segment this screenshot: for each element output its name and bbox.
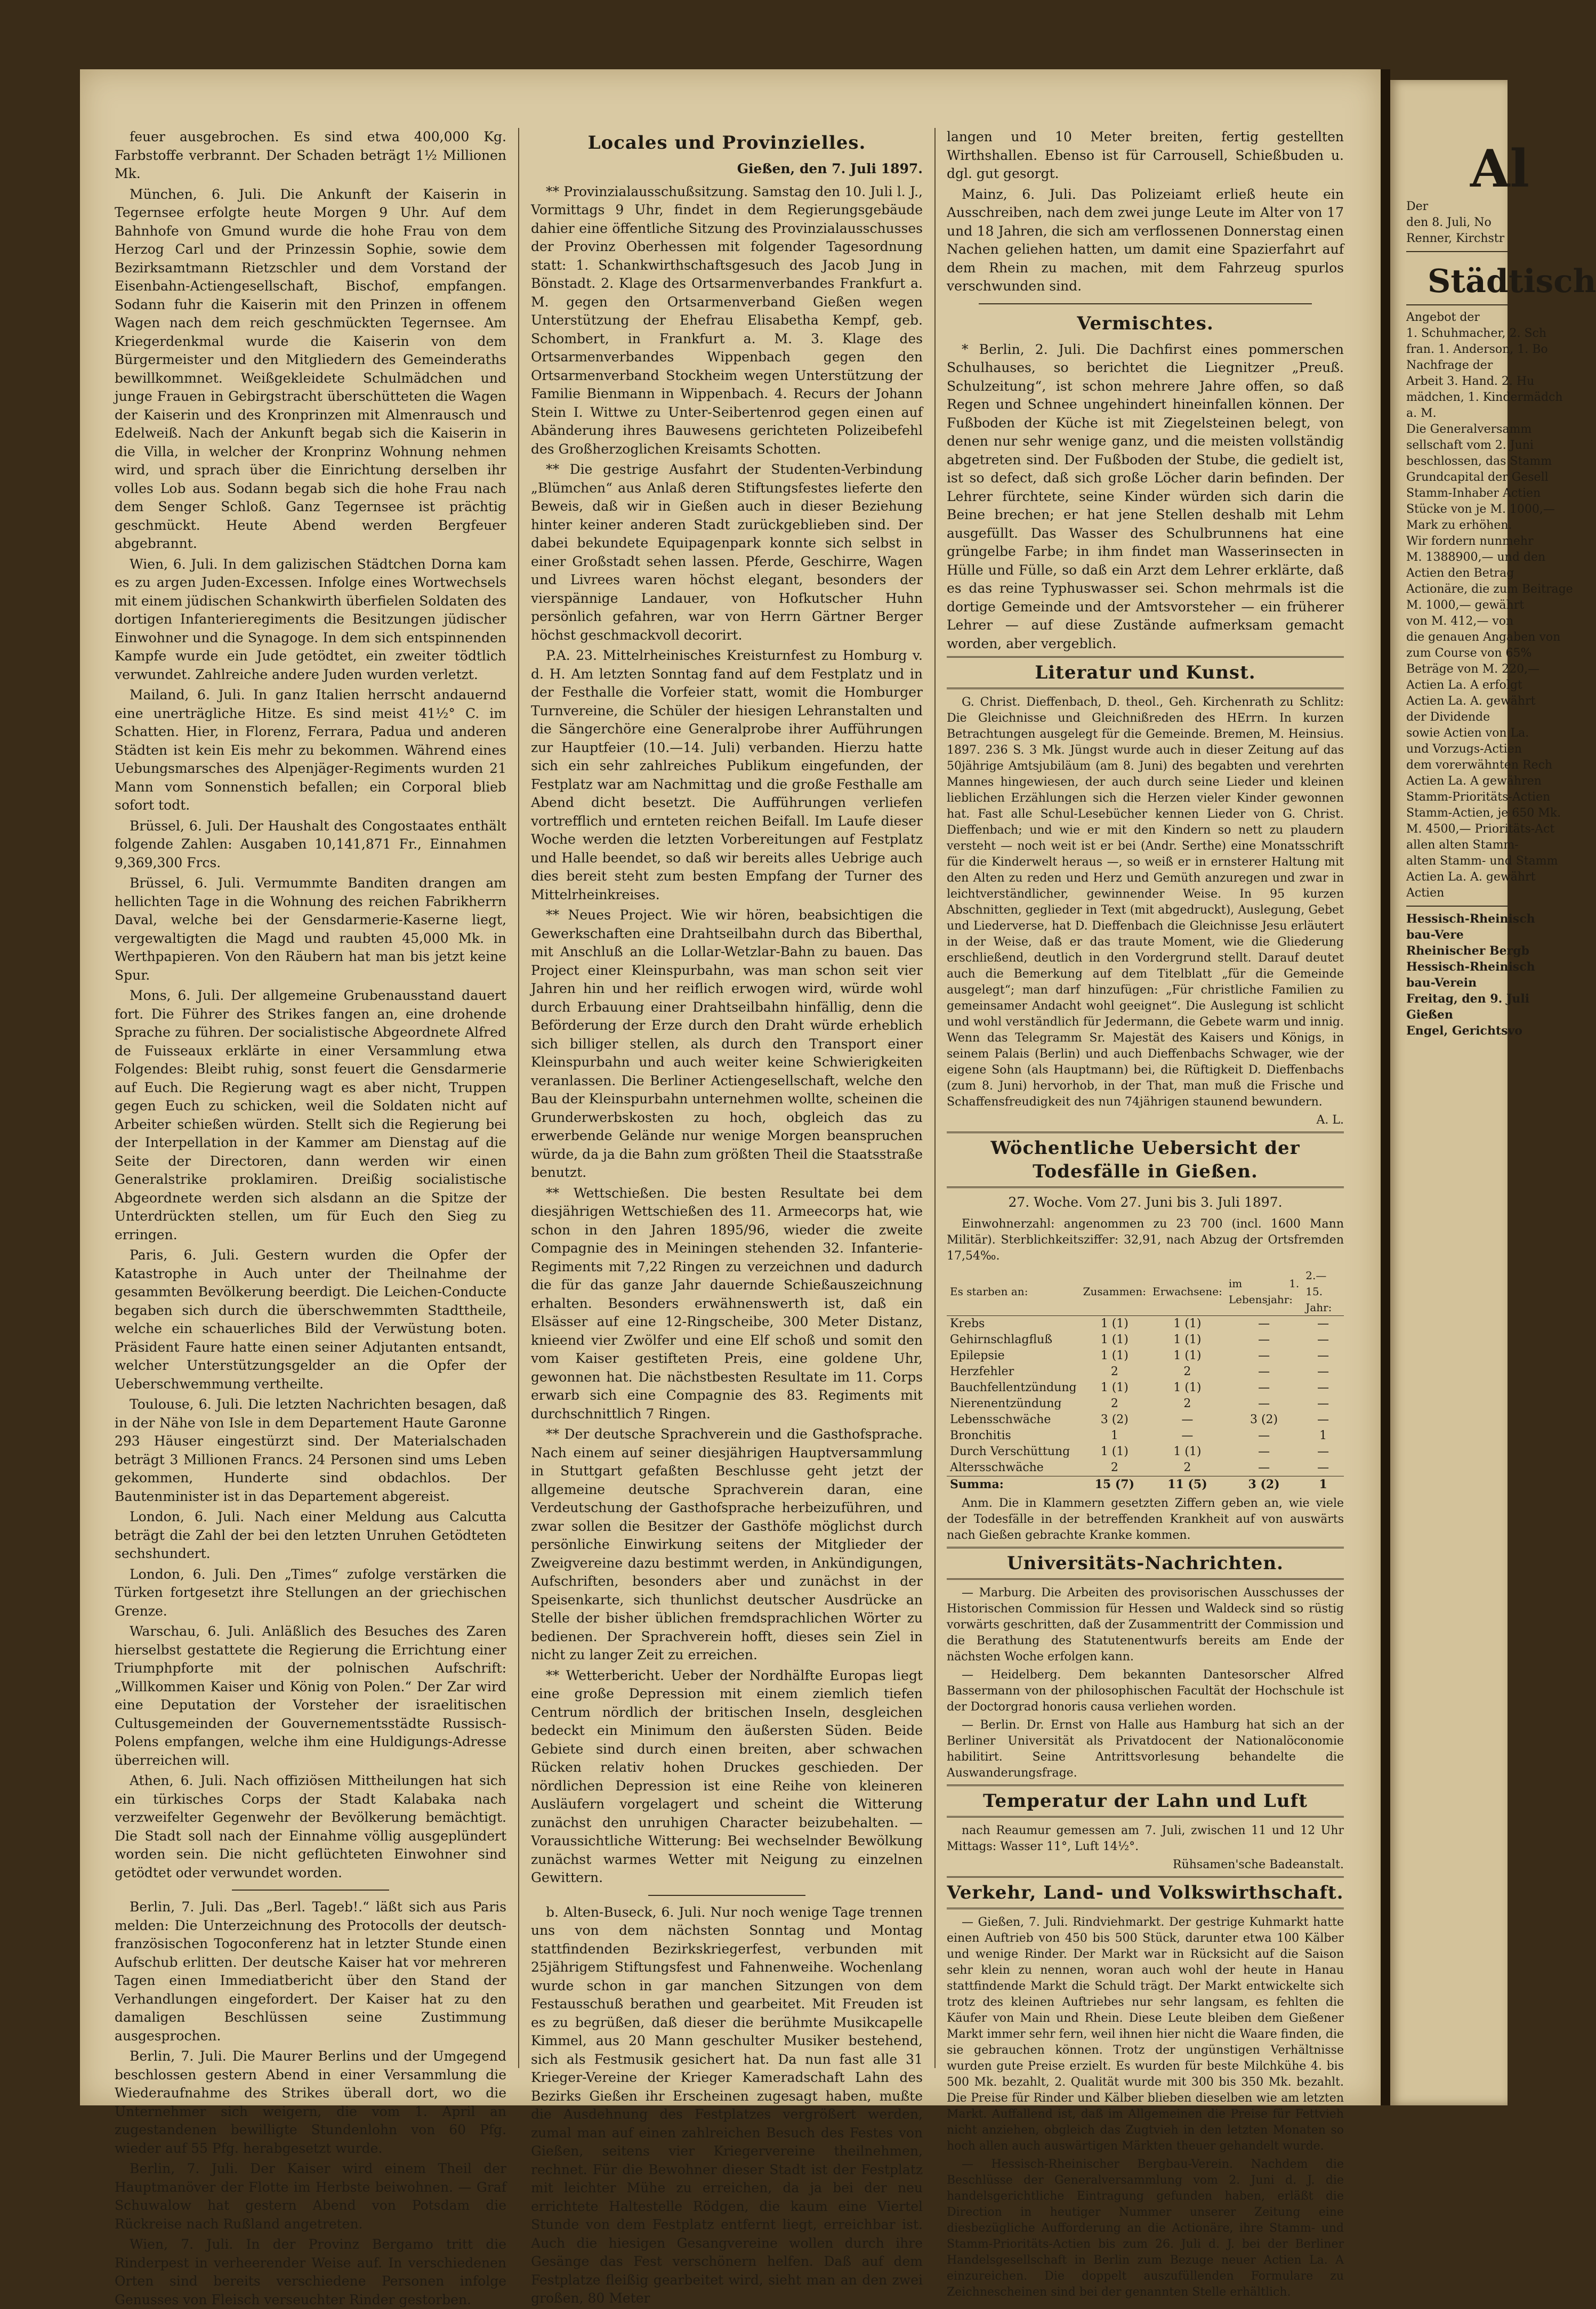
count-cell: — bbox=[1258, 1317, 1270, 1330]
article-paragraph: Einwohnerzahl: angenommen zu 23 700 (incl. 1600 Mann Militär). Sterblichkeitsziffer: 32,91, nach Abzug der Ortsfremden 17,54‰. bbox=[947, 1217, 1344, 1263]
count-cell: 1 bbox=[1110, 1428, 1118, 1442]
table-row bbox=[947, 1412, 1344, 1428]
text-fragment: bau-Verein bbox=[1406, 976, 1477, 990]
adjacent-page bbox=[1390, 80, 1596, 2105]
count-cell: 3 (2) bbox=[1250, 1412, 1278, 1426]
column-rule bbox=[518, 128, 519, 2068]
article-paragraph: ** Wetterbericht. Ueber der Nordhälfte Europas liegt eine große Depression mit einem ziemlich tiefen Centrum nördlich der britischen Inseln, desgleichen bedeckt ein Minimum den äußersten Süden. Beide Gebiete sind durch einen breiten, aber schwachen Rücken relativ hohen Druckes geschieden. Der nördlichen Depression ist eine Reihe von kleineren Ausläufern vorgelagert und scheint die Witterung zunächst den unruhigen Character beizubehalten. — Voraussichtliche Witterung: Bei wechselnder Bewölkung zunächst warmes Wetter mit Neigung zu einzelnen Gewittern. bbox=[531, 1667, 923, 1885]
sum-cell: 1 bbox=[1302, 1476, 1344, 1492]
signature: Rühsamen'sche Badeanstalt. bbox=[1173, 1858, 1344, 1871]
count-cell: — bbox=[1317, 1317, 1329, 1330]
table-row bbox=[947, 1348, 1344, 1364]
text-fragment: Renner, Kirchstr bbox=[1406, 232, 1505, 245]
text-fragment: Der bbox=[1406, 200, 1429, 213]
text-fragment: Actien La. A erfolgt bbox=[1406, 679, 1522, 692]
text-fragment: sowie Actien von La. bbox=[1406, 726, 1529, 740]
text-fragment: Hessisch-Rheinisch bbox=[1406, 960, 1535, 974]
article-paragraph: feuer ausgebrochen. Es sind etwa 400,000 Kg. Farbstoffe verbrannt. Der Schaden beträgt 1½ Millionen Mk. bbox=[115, 129, 506, 181]
masthead-fragment: Al bbox=[1470, 139, 1529, 199]
text-fragment: zum Course von 65% bbox=[1406, 647, 1532, 660]
count-cell: 1 (1) bbox=[1100, 1444, 1129, 1458]
article-paragraph: Berlin, 7. Juli. Die Maurer Berlins und der Umgegend beschlossen gestern Abend in einer Versammlung die Wiederaufnahme des Strikes überall dort, wo die Unternehmer sich weigern, die vom 1. April an zugestandenen bewilligte Stundenlohn von 60 Pfg. wieder auf 55 Pfg. herabgesetzt wurde. bbox=[115, 2048, 506, 2156]
table-row bbox=[947, 1428, 1344, 1444]
subheadline: 27. Woche. Vom 27. Juni bis 3. Juli 1897. bbox=[1008, 1194, 1283, 1210]
article-paragraph: — Gießen, 7. Juli. Rindviehmarkt. Der gestrige Kuhmarkt hatte einen Auftrieb von 450 bis 500 Stück, darunter etwa 100 Kälber und wenige Rinder. Der Markt war in Rücksicht auf die Saison sehr klein zu nennen, woran auch wohl der heute in Hanau stattfindende Markt die Schuld trägt. Der Markt entwickelte sich trotz des kleinen Auftriebes nur sehr langsam, es fehlten die Käufer von Main und Rhein. Diese Leute bleiben dem Gießener Markt immer sehr fern, weil ihnen hier nicht die Waare finden, die sie gebrauchen können. Trotz der ungünstigen Verhältnisse wurden gute Preise erzielt. Es wurden für beste Milchkühe 4. bis 500 Mk. bezahlt, 2. Qualität wurde mit 300 bis 350 Mk. bezahlt. Die Preise für Rinder und Kälber blieben dieselben wie am letzten Markt. Auffallend ist, daß im Allgemeinen die Preise für Fettvieh nicht anziehen, obgleich das Zugtvieh in den letzten Monaten so hoch allen auch auswärtigen Märkten theuer gehandelt wurde. bbox=[947, 1915, 1344, 2153]
article-paragraph: P.A. 23. Mittelrheinisches Kreisturnfest zu Homburg v. d. H. Am letzten Sonntag fand auf dem Festplatz und in der Festhalle die Vorfeier statt, womit die Homburger Turnvereine, die Schüler der hiesigen Lehranstalten und die Sängerchöre eine Generalprobe ihrer Aufführungen zur Hauptfeier (10.—14. Juli) verbanden. Hierzu hatte sich ein sehr zahlreiches Publikum eingefunden, der Festplatz war am Nachmittag und die große Festhalle am Abend dicht besetzt. Die Aufführungen verliefen vortrefflich und ernteten reichen Beifall. Im Laufe dieser Woche werden die letzten Vorbereitungen auf Festplatz und Halle beendet, so daß wir bereits alles Uebrige auch dies bereit steht zum besten Empfang der Turner des Mittelrheinkreises. bbox=[531, 648, 923, 902]
count-cell: 2 bbox=[1183, 1365, 1191, 1378]
count-cell: — bbox=[1258, 1365, 1270, 1378]
text-fragment: Die Generalversamm bbox=[1406, 423, 1532, 436]
sum-cell: 3 (2) bbox=[1226, 1476, 1302, 1492]
sum-label: Summa: bbox=[947, 1476, 1080, 1492]
text-fragment: M. 1000,— gewährt bbox=[1406, 599, 1525, 612]
article-paragraph: — Heidelberg. Dem bekannten Dantesorscher Alfred Bassermann von der philosophischen Facultät der Hochschule ist der Doctorgrad honoris causa verliehen worden. bbox=[947, 1668, 1344, 1714]
section-headline: Vermischtes. bbox=[1077, 312, 1214, 334]
article-paragraph: München, 6. Juli. Die Ankunft der Kaiserin in Tegernsee erfolgte heute Morgen 9 Uhr. Auf dem Bahnhofe von Gmund wurde die hohe Frau von dem Herzog Carl und der Prinzessin Sophie, sowie dem Bezirksamtmann Rietzschler und dem Vorstand der Eisenbahn-Actiengesellschaft, Bischof, empfangen. Sodann fuhr die Kaiserin mit den Prinzen in offenem Wagen nach dem reich geschmückten Tegernsee. Am Kriegerdenkmal wurde die Kaiserin von dem Bürgermeister und den Mitgliedern des Gemeinderaths bewillkommnet. Weißgekleidete Schulmädchen und junge Frauen in Gebirgstracht überschütteten die Wagen der Kaiserin und des Kronprinzen mit Almenrausch und Edelweiß. Nach der Ankunft begab sich die Kaiserin in die Villa, in welcher der Kronprinz Wohnung nehmen wird, und sprach über die Einrichtung derselben ihr volles Lob aus. Sodann begab sich die hohe Frau nach dem Senger Schloß. Ganz Tegernsee ist prächtig geschmückt. Heute Abend werden Bergfeuer abgebrannt. bbox=[115, 186, 506, 551]
text-fragment: fran. 1. Anderson, 1. Bo bbox=[1406, 343, 1548, 356]
cause-cell: Bauchfellentzündung bbox=[950, 1380, 1077, 1394]
count-cell: 2 bbox=[1183, 1396, 1191, 1410]
count-cell: — bbox=[1317, 1333, 1329, 1346]
table-row bbox=[947, 1332, 1344, 1348]
cause-cell: Epilepsie bbox=[950, 1349, 1005, 1362]
column-header: 2.—15. Jahr: bbox=[1302, 1267, 1344, 1316]
article-paragraph: Paris, 6. Juli. Gestern wurden die Opfer der Katastrophe in Auch unter der Theilnahme der gesammten Bevölkerung beerdigt. Die Leichen-Conducte begaben sich durch die überschwemmten Stadttheile, welche ein schauerliches Bild der Verwüstung boten. Präsident Faure hatte einen seiner Adjutanten entsandt, welcher Unterstützungsgelder an die Opfer der Ueberschwemmung vertheilte. bbox=[115, 1247, 506, 1392]
section-headline: Temperatur der Lahn und Luft bbox=[947, 1785, 1344, 1818]
section-headline: Verkehr, Land- und Volkswirthschaft. bbox=[947, 1876, 1344, 1909]
article-paragraph: London, 6. Juli. Den „Times“ zufolge verstärken die Türken fortgesetzt ihre Stellungen an der griechischen Grenze. bbox=[115, 1566, 506, 1619]
sum-cell: 11 (5) bbox=[1149, 1476, 1226, 1492]
text-fragment: Nachfrage der bbox=[1406, 359, 1493, 372]
article-paragraph: — Marburg. Die Arbeiten des provisorischen Ausschusses der Historischen Commission für Hessen und Waldeck sind so rüstig vorwärts geschritten, daß der Zusammentritt der Commission und die Berathung des Statutenentwurfs bereits am Ende der nächsten Woche erfolgen kann. bbox=[947, 1586, 1344, 1664]
text-fragment: dem vorerwähnten Rech bbox=[1406, 758, 1553, 772]
text-fragment: Actien La. A. gewährt bbox=[1406, 695, 1536, 708]
article-paragraph: Berlin, 7. Juli. Das „Berl. Tageb!.“ läßt sich aus Paris melden: Die Unterzeichnung des Protocolls der deutsch-französischen Togoconferenz hat in letzter Stunde einen Aufschub erlitten. Der deutsche Kaiser hat vor mehreren Tagen einen Immediatbericht über den Stand der Verhandlungen eingefordert. Der Kaiser hat zu den damaligen Beschlüssen seine Zustimmung ausgesprochen. bbox=[115, 1899, 506, 2044]
article-paragraph: * Berlin, 2. Juli. Die Dachfirst eines pommerschen Schulhauses, so berichtet die Liegnitzer „Preuß. Schulzeitung“, ist schon mehrere Jahre offen, so daß Regen und Schnee ungehindert hineinfallen können. Der Fußboden der Küche ist mit Ziegelsteinen belegt, von denen nur sehr wenige ganz, und die meisten vollständig abgetreten sind. Der Fußboden der Stube, die gedielt ist, ist so defect, daß sich große Löcher darin befinden. Der Lehrer fürchtete, seine Kinder würden sich darin die Beine brechen; er hat jene Stellen deshalb mit Lehm ausgefüllt. Das Wasser des Schulbrunnens hat eine grüngelbe Farbe; in ihm findet man Wasserinsecten in Hülle und Fülle, so daß ein Arzt dem Lehrer erklärte, daß es das reine Typhuswasser sei. Schon mehrmals ist die dortige Gemeinde und der Amtsvorsteher — ein früherer Lehrer — auf diese Zustände aufmerksam gemacht worden, aber vergeblich. bbox=[947, 341, 1344, 651]
column-2 bbox=[531, 128, 923, 2306]
count-cell: 1 (1) bbox=[1173, 1444, 1202, 1458]
table-row bbox=[947, 1364, 1344, 1380]
article-paragraph: London, 6. Juli. Nach einer Meldung aus Calcutta beträgt die Zahl der bei den letzten Unruhen Getödteten sechshundert. bbox=[115, 1509, 506, 1561]
text-fragment: beschlossen, das Stamm bbox=[1406, 455, 1552, 468]
count-cell: — bbox=[1181, 1412, 1194, 1426]
count-cell: — bbox=[1258, 1396, 1270, 1410]
article-paragraph: Berlin, 7. Juli. Der Kaiser wird einem Theil der Hauptmanöver der Flotte im Herbste beiwohnen. — Graf Schuwalow hat gestern Abend von Potsdam die Rückreise nach Rußland angetreten. bbox=[115, 2161, 506, 2232]
section-headline: Literatur und Kunst. bbox=[947, 656, 1344, 689]
column-3 bbox=[947, 128, 1344, 2299]
page-fold bbox=[1381, 69, 1390, 2105]
count-cell: — bbox=[1258, 1444, 1270, 1458]
text-fragments bbox=[1390, 911, 1535, 1039]
article-paragraph: ** Der deutsche Sprachverein und die Gasthofsprache. Nach einem auf seiner diesjährigen Hauptversammlung in Stuttgart gefaßten Beschlusse geht jetzt der allgemeine deutsche Sprachverein daran, eine Verdeutschung der Gasthofsprache herbeizuführen, und zwar sollen die Besitzer der Gasthöfe möglichst durch persönliche Einwirkung seitens der Mitglieder der Zweigvereine dazu bestimmt werden, in Ankündigungen, Aufschriften, besonders aber und zunächst in der Speisenkarte, sich thunlichst deutscher Ausdrücke an Stelle der bisher üblichen fremdsprachlichen Wörter zu bedienen. Der Sprachverein hofft, dieses sein Ziel in nicht zu langer Zeit zu erreichen. bbox=[531, 1426, 923, 1662]
cause-cell: Durch Verschüttung bbox=[950, 1444, 1070, 1458]
section-divider bbox=[1406, 304, 1508, 305]
text-fragment: M. 1388900,— und den bbox=[1406, 551, 1546, 564]
text-fragment: Stamm-Inhaber Actien bbox=[1406, 487, 1541, 500]
cause-cell: Nierenentzündung bbox=[950, 1396, 1062, 1410]
article-paragraph: Mons, 6. Juli. Der allgemeine Grubenausstand dauert fort. Die Führer des Strikes fangen an, eine drohende Sprache zu führen. Der socialistische Abgeordnete Alfred de Fuisseaux erklärte in einer Versammlung etwa Folgendes: Bleibt ruhig, sonst feuert die Gensdarmerie auf Euch. Die Regierung wagt es aber nicht, Truppen gegen Euch zu schicken, weil die Soldaten nicht auf Arbeiter schießen würden. Stellt sich die Regierung bei der Interpellation in der Kammer am Dienstag auf die Seite der Directoren, dann werden wir einen Generalstrike proklamiren. Dreißig socialistische Abgeordnete werden sich alsdann an die Spitze der Unterdrückten stellen, um für Euch den Sieg zu erringen. bbox=[115, 988, 506, 1242]
count-cell: — bbox=[1258, 1349, 1270, 1362]
text-fragment: Stamm-Prioritäts-Actien bbox=[1406, 790, 1551, 804]
column-header: Erwachsene: bbox=[1149, 1267, 1226, 1316]
cause-cell: Gehirnschlagfluß bbox=[950, 1333, 1053, 1346]
section-divider bbox=[648, 1895, 805, 1896]
column-header: Es starben an: bbox=[947, 1267, 1080, 1316]
table-row bbox=[947, 1460, 1344, 1476]
section-divider bbox=[1406, 906, 1508, 907]
section-divider bbox=[232, 1890, 389, 1891]
count-cell: 1 (1) bbox=[1100, 1380, 1129, 1394]
text-fragment: und Vorzugs-Actien bbox=[1406, 742, 1522, 756]
text-fragment: von M. 412,— von bbox=[1406, 615, 1514, 628]
article-paragraph: ** Die gestrige Ausfahrt der Studenten-Verbindung „Blümchen“ aus Anlaß deren Stiftungsfestes lieferte den Beweis, daß wir in Gießen auch in dieser Beziehung hinter keiner anderen Stadt zurückgeblieben sind. Der dabei bekundete Equipagenpark konnte sich selbst in einer Großstadt sehen lassen. Pferde, Geschirre, Wagen und Livrees waren höchst elegant, besonders der vierspännige Landauer, von Hofkutscher Huhn persönlich gefahren, war von Herrn Gärtner Berger höchst geschmackvoll decorirt. bbox=[531, 462, 923, 643]
article-paragraph: b. Alten-Buseck, 6. Juli. Nur noch wenige Tage trennen uns von dem nächsten Sonntag und Montag stattfindenden Bezirkskriegerfest, verbunden mit 25jährigem Stiftungsfest und Fahnenweihe. Wochenlang wurde schon in gar manchen Sitzungen von dem Festausschuß berathen und gearbeitet. Mit Freuden ist es zu begrüßen, daß dieser die berühmte Musikcapelle Kimmel, aus 20 Mann geschulter Musiker bestehend, sich als Festmusik gesichert hat. Da nun fast alle 31 Krieger-Vereine der Krieger Kameradschaft Lahn des Bezirks Gießen ihr Erscheinen zugesagt haben, mußte die Ausdehnung des Festplatzes vergrößert werden, zumal man auf einen zahlreichen Besuch des Festes von Gießen, seitens vier Kriegervereine theilnehmen, rechnet. Für die Bewohner dieser Stadt ist der Festplatz mit leichter Mühe zu erreichen, da ja bei der neu errichtete Haltestelle Rödgen, die kaum eine Viertel Stunde von dem Festplatz entfernt liegt, erreichbar ist. Auch die hiesigen Gesangvereine wollen durch ihre Gesänge das Fest verschönern helfen. Daß auf dem Festplatze fleißig gearbeitet wird, sieht man an den zwei großen, 80 Meter bbox=[531, 1904, 923, 2306]
text-fragment: Wir fordern nunmehr bbox=[1406, 535, 1534, 548]
newspaper-page bbox=[80, 69, 1381, 2307]
count-cell: 2 bbox=[1110, 1396, 1118, 1410]
article-paragraph: — Berlin. Dr. Ernst von Halle aus Hamburg hat sich an der Berliner Universität als Privatdocent der Nationalöconomie habilitirt. Seine Antrittsvorlesung behandelte die Auswanderungsfrage. bbox=[947, 1718, 1344, 1780]
column-1 bbox=[115, 128, 506, 2307]
text-fragment: Actien La. A. gewährt bbox=[1406, 870, 1536, 884]
article-paragraph: Mainz, 6. Juli. Das Polizeiamt erließ heute ein Ausschreiben, nach dem zwei junge Leute im Alter von 17 und 18 Jahren, die sich am verflossenen Donnerstag einen Nachen geliehen hatten, um damit eine Spazierfahrt auf dem Rhein zu machen, mit dem Fahrzeug spurlos verschwunden sind. bbox=[947, 186, 1344, 294]
text-fragment: M. 4500,— Prioritäts-Act bbox=[1406, 822, 1555, 836]
table-row bbox=[947, 1380, 1344, 1396]
count-cell: — bbox=[1317, 1444, 1329, 1458]
count-cell: 2 bbox=[1110, 1460, 1118, 1474]
count-cell: — bbox=[1258, 1428, 1270, 1442]
article-paragraph: ** Neues Project. Wie wir hören, beabsichtigen die Gewerkschaften eine Drahtseilbahn durch das Biberthal, mit Anschluß an die Lollar-Wetzlar-Bahn zu bauen. Das Project einer Kleinspurbahn, was man schon seit vier Jahren hin und her reiflich erwogen wird, würde wohl durch Erbauung einer Drahtseilbahn hinfällig, denn die Beförderung der Erze durch den Draht würde erheblich sich billiger stellen, als durch den Transport einer Kleinspurbahn und auch weiter keine Schwierigkeiten veranlassen. Die Berliner Actiengesellschaft, welche den Bau der Kleinspurbahn unternehmen wollte, scheinen die Grunderwerbskosten zu hoch, obgleich das zu erwerbende Gelände nur wenige Morgen beanspruchen würde, da ja die Bahn zum größten Theil die Staatsstraße benutzt. bbox=[531, 907, 923, 1180]
text-fragment: Actien bbox=[1406, 886, 1445, 900]
count-cell: 1 (1) bbox=[1100, 1317, 1129, 1330]
text-fragment: mädchen, 1. Kindermädch bbox=[1406, 391, 1563, 404]
article-paragraph: ** Provinzialausschußsitzung. Samstag den 10. Juli l. J., Vormittags 9 Uhr, findet in dem Regierungsgebäude dahier eine öffentliche Sitzung des Provinzialausschusses der Provinz Oberhessen mit folgender Tagesordnung statt: 1. Schankwirthschaftsgesuch des Jacob Jung in Bönstadt. 2. Klage des Ortsarmenverbandes Frankfurt a. M. gegen den Ortsarmenverband Gießen wegen Unterstützung der Ehefrau Elisabetha Kempf, geb. Schombert, in Frankfurt a. M. 3. Klage des Ortsarmenverbandes Wippenbach gegen den Ortsarmenverband Stockheim wegen Unterstützung der Familie Bienmann in Wippenbach. 4. Recurs der Johann Stein I. Wittwe zu Unter-Seibertenrod gegen einen auf Abänderung ihres Bauwesens gerichteten Polizeibefehl des Großherzoglichen Kreisamts Schotten. bbox=[531, 183, 923, 457]
table-row bbox=[947, 1444, 1344, 1460]
article-paragraph: Warschau, 6. Juli. Anläßlich des Besuches des Zaren hierselbst gestattete die Regierung die Errichtung einer Triumphpforte mit der polnischen Aufschrift: „Willkommen Kaiser und König von Polen.“ Der Zar wird eine Deputation der Vorsteher der israelitischen Cultusgemeinden der Gouvernementsstädte Russisch-Polens empfangen, welche ihm eine Huldigungs-Adresse überreichen will. bbox=[115, 1624, 506, 1768]
text-fragment: Stamm-Actien, je 650 Mk. bbox=[1406, 806, 1561, 820]
text-fragment: Actionäre, die zum Beitrage bbox=[1406, 583, 1573, 596]
text-fragment: Mark zu erhöhen. bbox=[1406, 519, 1512, 532]
column-header: im 1. Lebensjahr: bbox=[1226, 1267, 1302, 1316]
count-cell: — bbox=[1317, 1380, 1329, 1394]
text-fragment: Actien den Betrag bbox=[1406, 567, 1514, 580]
text-fragment: 1. Schuhmacher, 2. Sch bbox=[1406, 327, 1547, 340]
section-divider bbox=[1406, 251, 1508, 252]
count-cell: 1 (1) bbox=[1173, 1349, 1202, 1362]
count-cell: — bbox=[1317, 1349, 1329, 1362]
count-cell: — bbox=[1317, 1396, 1329, 1410]
count-cell: — bbox=[1317, 1460, 1329, 1474]
table-header-row bbox=[947, 1267, 1344, 1316]
table-note: Anm. Die in Klammern gesetzten Ziffern geben an, wie viele der Todesfälle in der betreffenden Krankheit auf von auswärts nach Gießen gebrachte Kranke kommen. bbox=[947, 1496, 1344, 1542]
table-row bbox=[947, 1315, 1344, 1332]
text-fragment: Gießen bbox=[1406, 1008, 1453, 1022]
text-fragment: Freitag, den 9. Juli bbox=[1406, 992, 1530, 1006]
text-fragment: der Dividende bbox=[1406, 711, 1490, 724]
count-cell: 1 (1) bbox=[1173, 1317, 1202, 1330]
text-fragment: bau-Vere bbox=[1406, 928, 1464, 942]
text-fragment: Arbeit 3. Hand. 2. Hu bbox=[1406, 375, 1535, 388]
text-fragment: sellschaft vom 2. Juni bbox=[1406, 439, 1534, 452]
count-cell: 3 (2) bbox=[1100, 1412, 1129, 1426]
count-cell: — bbox=[1258, 1380, 1270, 1394]
count-cell: 2 bbox=[1183, 1460, 1191, 1474]
cause-cell: Bronchitis bbox=[950, 1428, 1011, 1442]
article-paragraph: Wien, 7. Juli. In der Provinz Bergamo tritt die Rinderpest in verheerender Weise auf. In verschiedenen Orten sind bereits verschiedene Personen infolge Genusses von Fleisch verseuchter Rinder gestorben. bbox=[115, 2237, 506, 2307]
article-paragraph: G. Christ. Dieffenbach, D. theol., Geh. Kirchenrath zu Schlitz: Die Gleichnisse und Gleichnißreden des HErrn. In kurzen Betrachtungen ausgelegt für die Gemeinde. Bremen, M. Heinsius. 1897. 236 S. 3 Mk. Jüngst wurde auch in dieser Zeitung auf das 50jährige Amtsjubiläum (am 8. Juni) des begabten und verehrten Mannes hingewiesen, der auch durch seine Lieder und kleinen lieblichen Erzählungen sich die Herzen vieler Kinder gewonnen hat. Fast alle Schul-Lesebücher kennen Lieder von G. Christ. Dieffenbach; und wie er mit den Kindern so nett zu plaudern versteht — noch weit ist er bei (Andr. Serthe) eine Monatsschrift für die Kinderwelt heraus —, so weiß er in ernsterer Haltung mit den Alten zu reden und Herz und Gemüth anzuregen und zwar in leichtverständlicher, gewinnender Weise. In 95 kurzen Abschnitten, geglieder in Text (mit abgedruckt), Auslegung, Gebet und Liederverse, hat D. Dieffenbach die Gleichnisse Jesu erläutert in der Weise, daß er das traute Moment, wie die Gliederung erschließend, deutlich in den Vordergrund stellt. Darauf deutet auch die Bemerkung auf dem Titelblatt „für die Gemeinde ausgelegt“; man darf hinzufügen: „Für christliche Familien zu gemeinsamer Andacht wohl geeignet“. Die Auslegung ist schlicht und wohl verständlich für Jedermann, die Gebete warm und innig. Wenn das Telegramm Sr. Majestät des Kaisers und Königs, in seinem Palais (Berlin) und auch Dieffenbachs Schwager, wie der eigene Sohn (als Hauptmann) bei, die Rüftigkeit D. Dieffenbachs (zum 8. Juni) hervorhob, in der That, man muß die Frische und Schaffensfreudigkeit des nun 74jährigen staunend bewundern. bbox=[947, 696, 1344, 1109]
section-divider bbox=[979, 303, 1312, 304]
cause-cell: Krebs bbox=[950, 1317, 985, 1330]
article-paragraph: ** Wettschießen. Die besten Resultate bei dem diesjährigen Wettschießen des 11. Armeecorps hat, wie schon in den Jahren 1895/96, wieder die zweite Compagnie des in Meiningen stehenden 32. Infanterie-Regiments mit 7,22 Ringen zu verzeichnen und dadurch die für das ganze Jahr dauernde Schießauszeichnung erhalten. Besonders erwähnenswerth ist, daß ein Elsässer auf eine 12-Ringscheibe, 300 Meter Distanz, knieend vier Zwölfer und eine Elf schoß und somit den vom Kaiser gestifteten Preis, eine goldene Uhr, gewonnen hat. Die nächstbesten Resultate im 11. Corps erwarb sich eine Compagnie des 83. Regiments mit durchschnittlich 7 Ringen. bbox=[531, 1185, 923, 1422]
signature: A. L. bbox=[1316, 1113, 1344, 1127]
section-headline: Universitäts-Nachrichten. bbox=[947, 1547, 1344, 1580]
table-row bbox=[947, 1396, 1344, 1412]
column-header: Zusammen: bbox=[1080, 1267, 1149, 1316]
text-fragment: Stücke von je M. 1000,— bbox=[1406, 503, 1555, 516]
article-paragraph: Brüssel, 6. Juli. Vermummte Banditen drangen am hellichten Tage in die Wohnung des reichen Fabrikherrn Daval, welche bei der Gensdarmerie-Kaserne liegt, vergewaltigten die Magd und raubten 45,000 Mk. in Werthpapieren. Von den Räubern hat man bis jetzt keine Spur. bbox=[115, 875, 506, 983]
article-paragraph: — Hessisch-Rheinischer Bergbau-Verein. Nachdem die Beschlüsse der Generalversammlung vom 2. Juni d. J. die handelsgerichtliche Eintragung gefunden haben, erläßt die Direction in heutiger Nummer unserer Zeitung eine diesbezügliche Aufforderung an die Actionäre, ihre Stamm- und Stamm-Prioritäts-Actien bis zum 26. Juli d. J. bei der Berliner Handelsgesellschaft in Berlin zum Bezuge neuer Actien La. A einzureichen. Die doppelt auszufüllenden Formulare zu Zeichnescheinen sind bei der genannten Stelle erhältlich. bbox=[947, 2157, 1344, 2299]
article-paragraph: Athen, 6. Juli. Nach offiziösen Mittheilungen hat sich ein türkisches Corps der Stadt Kalabaka nach verzweifelter Gegenwehr der Bevölkerung bemächtigt. Die Stadt soll nach der Einnahme völlig ausgeplündert worden sein. Die nicht geflüchteten Einwohner sind getödtet oder verwundet worden. bbox=[115, 1773, 506, 1880]
count-cell: 1 (1) bbox=[1100, 1349, 1129, 1362]
count-cell: 1 (1) bbox=[1173, 1380, 1202, 1394]
text-fragment: alten Stamm- und Stamm bbox=[1406, 854, 1558, 868]
section-headline: Wöchentliche Uebersicht der Todesfälle in Gießen. bbox=[947, 1132, 1344, 1188]
section-headline: Locales und Provinzielles. bbox=[587, 132, 866, 154]
sum-cell: 15 (7) bbox=[1080, 1476, 1149, 1492]
text-fragment: Grundcapital der Gesell bbox=[1406, 471, 1549, 484]
table-sum-row bbox=[947, 1476, 1344, 1492]
count-cell: — bbox=[1181, 1428, 1194, 1442]
count-cell: 2 bbox=[1110, 1365, 1118, 1378]
count-cell: — bbox=[1317, 1412, 1329, 1426]
table-body bbox=[947, 1315, 1344, 1492]
count-cell: 1 bbox=[1319, 1428, 1327, 1442]
section-headline-fragment: Städtisch bbox=[1428, 263, 1596, 300]
text-fragment: den 8. Juli, No bbox=[1406, 216, 1492, 229]
article-paragraph: Wien, 6. Juli. In dem galizischen Städtchen Dorna kam es zu argen Juden-Excessen. Infolge eines Wortwechsels mit einem jüdischen Schankwirth überfielen Soldaten des dortigen Infanterieregiments die Besitzungen jüdischer Einwohner und die Synagoge. In dem sich entspinnenden Kampfe wurde ein Jude getödtet, ein zweiter tödtlich verwundet. Zahlreiche andere Juden wurden verletzt. bbox=[115, 556, 506, 682]
text-fragments bbox=[1390, 310, 1573, 901]
cause-cell: Herzfehler bbox=[950, 1365, 1014, 1378]
cause-cell: Lebensschwäche bbox=[950, 1412, 1051, 1426]
count-cell: — bbox=[1258, 1460, 1270, 1474]
text-fragment: Angebot der bbox=[1406, 311, 1480, 324]
text-fragment: Actien La. A gewähren bbox=[1406, 774, 1542, 788]
article-paragraph: Toulouse, 6. Juli. Die letzten Nachrichten besagen, daß in der Nähe von Isle in dem Departement Haute Garonne 293 Häuser eingestürzt sind. Der Materialschaden beträgt 3 Millionen Francs. 24 Personen sind ums Leben gekommen, Hunderte sind obdachlos. Der Bautenminister ist in das Departement abgereist. bbox=[115, 1396, 506, 1504]
text-fragment: Engel, Gerichtsvo bbox=[1406, 1024, 1522, 1038]
count-cell: 1 (1) bbox=[1100, 1333, 1129, 1346]
count-cell: — bbox=[1317, 1365, 1329, 1378]
mortality-table bbox=[947, 1267, 1344, 1492]
column-rule bbox=[934, 128, 936, 2068]
count-cell: 1 (1) bbox=[1173, 1333, 1202, 1346]
count-cell: — bbox=[1258, 1333, 1270, 1346]
text-fragment: a. M. bbox=[1406, 407, 1437, 420]
article-paragraph: langen und 10 Meter breiten, fertig gestellten Wirthshallen. Ebenso ist für Carrousell, Schießbuden u. dgl. gut gesorgt. bbox=[947, 129, 1344, 181]
text-fragment: die genauen Angaben von bbox=[1406, 631, 1561, 644]
article-paragraph: Mailand, 6. Juli. In ganz Italien herrscht andauernd eine unerträgliche Hitze. Es sind meist 41½° C. im Schatten. Hier, in Florenz, Ferrara, Padua und anderen Städten ist kein Eis mehr zu bekommen. Während eines Uebungsmarsches des Alpenjäger-Regiments wurden 21 Mann vom Sonnenstich befallen; ein Corporal blieb sofort todt. bbox=[115, 687, 506, 813]
cause-cell: Altersschwäche bbox=[950, 1460, 1044, 1474]
text-fragment: allen alten Stamm- bbox=[1406, 838, 1519, 852]
dateline: Gießen, den 7. Juli 1897. bbox=[737, 161, 923, 176]
text-fragment: Hessisch-Rheinisch bbox=[1406, 912, 1535, 926]
article-paragraph: Brüssel, 6. Juli. Der Haushalt des Congostaates enthält folgende Zahlen: Ausgaben 10,141,871 Fr., Einnahmen 9,369,300 Frcs. bbox=[115, 818, 506, 870]
article-paragraph: nach Reaumur gemessen am 7. Juli, zwischen 11 und 12 Uhr Mittags: Wasser 11°, Luft 14½°. bbox=[947, 1823, 1344, 1853]
text-fragment: Beträge von M. 220,— bbox=[1406, 663, 1540, 676]
text-fragment: Rheinischer Bergb bbox=[1406, 944, 1529, 958]
